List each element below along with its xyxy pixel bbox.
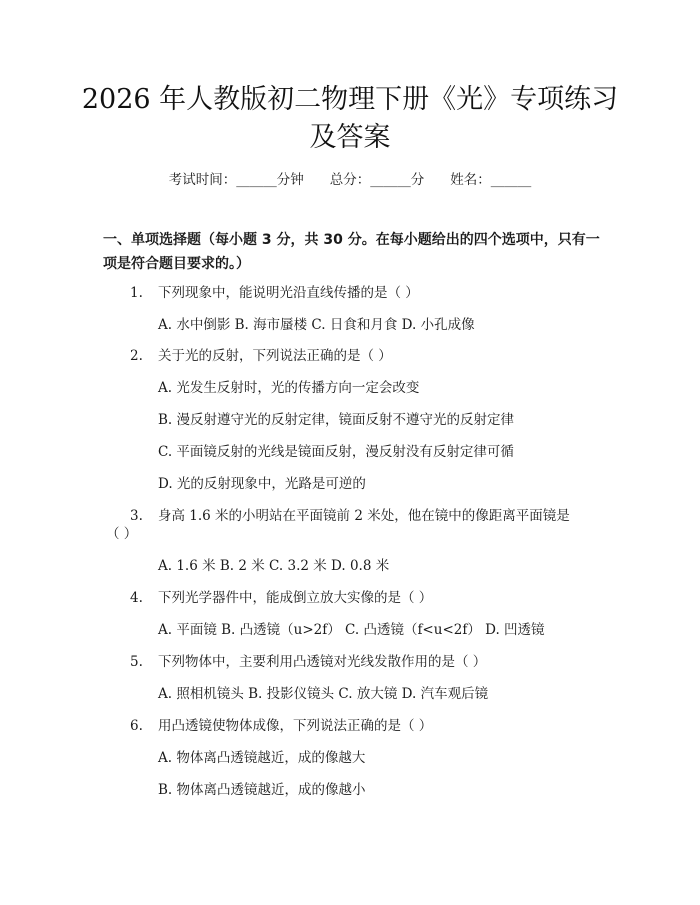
question-text: 下列现象中，能说明光沿直线传播的是（ ） — [158, 285, 419, 301]
option-line: A. 水中倒影 B. 海市蜃楼 C. 日食和月食 D. 小孔成像 — [158, 317, 475, 333]
student-name: 姓名：______ — [450, 172, 532, 188]
exam-time: 考试时间：______分钟 — [168, 172, 304, 188]
option-line: A. 光发生反射时，光的传播方向一定会改变 — [158, 380, 420, 396]
option-line: A. 物体离凸透镜越近，成的像越大 — [158, 750, 366, 766]
question-text: 身高 1.6 米的小明站在平面镜前 2 米处，他在镜中的像距离平面镜是 — [158, 508, 570, 524]
option-line: B. 漫反射遵守光的反射定律，镜面反射不遵守光的反射定律 — [158, 412, 515, 428]
option-line: A. 照相机镜头 B. 投影仪镜头 C. 放大镜 D. 汽车观后镜 — [158, 686, 489, 702]
question-number: 5. — [130, 654, 143, 670]
question-number: 1. — [130, 285, 143, 301]
title-line-1: 2026 年人教版初二物理下册《光》专项练习 — [81, 84, 619, 115]
option-line: C. 平面镜反射的光线是镜面反射，漫反射没有反射定律可循 — [158, 444, 514, 460]
title-line-2: 及答案 — [309, 122, 391, 153]
section-heading: 一、单项选择题（每小题 3 分，共 30 分。在每小题给出的四个选项中，只有一项是符合题目要求的。） — [103, 232, 600, 272]
question-text: 下列物体中，主要利用凸透镜对光线发散作用的是（ ） — [158, 654, 487, 670]
option-line: B. 物体离凸透镜越近，成的像越小 — [158, 782, 366, 798]
option-line: A. 1.6 米 B. 2 米 C. 3.2 米 D. 0.8 米 — [158, 558, 390, 574]
question-text: 关于光的反射，下列说法正确的是（ ） — [158, 348, 392, 364]
question-number: 2. — [130, 348, 143, 364]
option-line: A. 平面镜 B. 凸透镜（u>2f） C. 凸透镜（f<u<2f） D. 凹透镜 — [158, 622, 545, 638]
option-line: D. 光的反射现象中，光路是可逆的 — [158, 476, 366, 492]
question-number: 4. — [130, 590, 143, 606]
exam-info — [0, 168, 700, 188]
question-text-wrap: （ ） — [106, 526, 138, 542]
question-text: 下列光学器件中，能成倒立放大实像的是（ ） — [158, 590, 433, 606]
question-number: 6. — [130, 718, 143, 734]
question-number: 3. — [130, 508, 143, 524]
question-text: 用凸透镜使物体成像，下列说法正确的是（ ） — [158, 718, 433, 734]
total-score: 总分：______分 — [329, 172, 425, 188]
